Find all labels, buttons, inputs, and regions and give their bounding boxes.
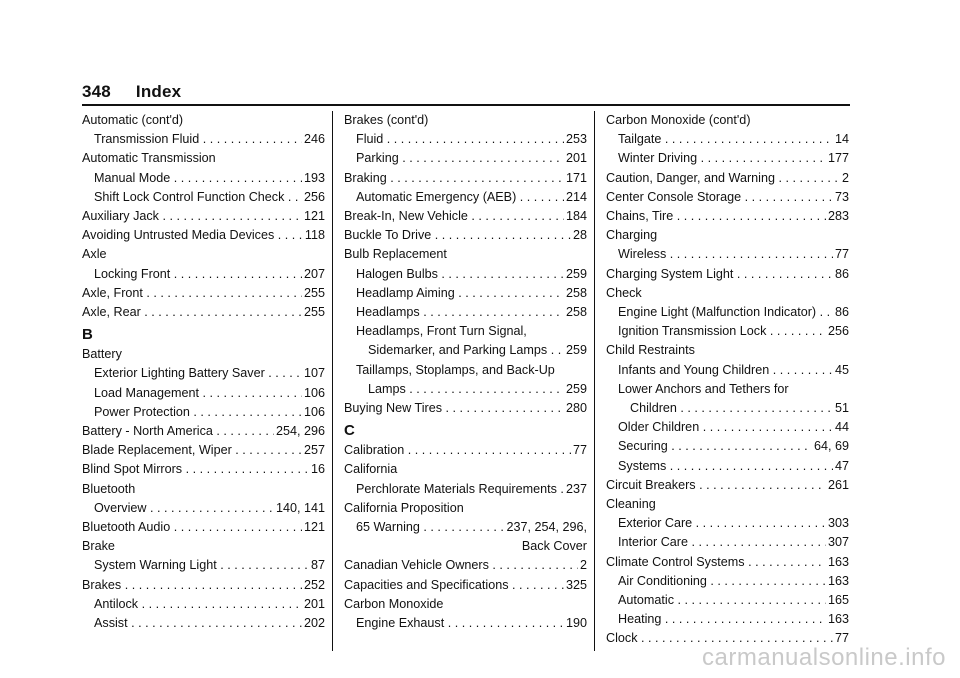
index-entry [82,422,325,441]
entry-page-ref: 86 [834,266,849,281]
header-rule [82,104,850,106]
entry-page-ref: 86 [834,305,849,320]
entry-page-ref: 193 [303,170,325,185]
index-entry [606,591,849,610]
entry-page-ref: 283 [827,209,849,224]
index-heading: Child Restraints [606,343,695,358]
index-heading: Taillamps, Stoplamps, and Back-Up [356,362,555,377]
entry-label: Locking Front . . . [94,265,302,284]
entry-label: Exterior Lighting Battery Saver . . . [94,364,302,383]
entry-page-ref: 106 [303,385,325,400]
entry-page-ref: 77 [834,631,849,646]
entry-page-ref: 256 [303,189,325,204]
entry-label: Sidemarker, and Parking Lamps . . . [368,341,564,360]
entry-label: Chains, Tire . . . [606,207,826,226]
entry-page-ref: 201 [303,596,325,611]
index-heading: Battery [82,347,122,362]
entry-page-ref: 44 [834,420,849,435]
entry-page-ref: 171 [565,170,587,185]
entry-label: Auxiliary Jack . . . [82,207,302,226]
entry-label: Headlamps . . . [356,303,564,322]
entry-page-ref: 64, 69 [813,439,849,454]
entry-page-ref: 163 [827,554,849,569]
entry-label: Battery - North America . . . [82,422,274,441]
entry-label: Systems . . . [618,457,833,476]
entry-page-ref: 106 [303,404,325,419]
entry-page-ref: 47 [834,458,849,473]
entry-label: Blind Spot Mirrors . . . [82,460,309,479]
entry-page-ref: 107 [303,366,325,381]
index-entry [82,556,325,575]
entry-label: Axle, Front . . . [82,284,302,303]
entry-page-ref: 2 [579,558,587,573]
entry-label: Calibration . . . [344,441,571,460]
entry-label: Halogen Bulbs . . . [356,265,564,284]
index-entry [82,441,325,460]
index-entry [82,518,325,537]
entry-page-ref: 257 [303,443,325,458]
index-entry [344,169,587,188]
entry-page-ref: 118 [304,228,325,243]
index-entry [344,284,587,303]
page-title: Index [135,82,182,101]
index-entry [344,399,587,418]
index-entry [606,265,849,284]
index-heading: Brakes (cont'd) [344,113,429,127]
entry-label: Air Conditioning . . . [618,572,826,591]
entry-label: Clock . . . [606,629,833,648]
index-heading: Carbon Monoxide [344,596,444,611]
entry-page-ref: 325 [565,577,587,592]
index-entry [344,480,587,499]
index-entry [344,130,587,149]
entry-page-ref: 280 [565,401,587,416]
index-entry [606,322,849,341]
index-heading: Cleaning [606,497,656,512]
watermark: carmanualsonline.info [702,644,946,671]
entry-page-ref: 256 [827,324,849,339]
entry-label: Parking . . . [356,149,564,168]
entry-label: Overview . . . [94,499,274,518]
entry-label: Children . . . [630,399,833,418]
entry-label: Capacities and Specifications . . . [344,576,564,595]
entry-label: Transmission Fluid . . . [94,130,302,149]
entry-page-ref: 28 [572,228,587,243]
entry-label: Exterior Care . . . [618,514,826,533]
index-entry [344,207,587,226]
entry-label: Interior Care . . . [618,533,826,552]
entry-page-ref: 214 [565,189,587,204]
index-entry [82,595,325,614]
index-entry [344,576,587,595]
entry-page-ref: 258 [565,305,587,320]
index-heading: California [344,462,398,477]
index-entry [344,556,587,575]
entry-label: Power Protection . . . [94,403,302,422]
entry-label: Perchlorate Materials Requirements . . . [356,480,564,499]
entry-page-ref: 259 [565,381,587,396]
index-entry [82,403,325,422]
entry-label: Ignition Transmission Lock . . . [618,322,826,341]
entry-page-ref: 255 [303,285,325,300]
column-divider [594,111,595,651]
entry-page-ref: 121 [303,209,325,224]
entry-label: Tailgate . . . [618,130,833,149]
entry-page-ref: 307 [827,535,849,550]
index-heading: Axle [82,247,107,262]
index-entry [606,169,849,188]
index-heading: Bluetooth [82,481,136,496]
entry-label: Engine Exhaust . . . [356,614,564,633]
entry-label: Caution, Danger, and Warning . . . [606,169,840,188]
entry-page-ref: 190 [565,616,587,631]
index-heading: Check [606,285,642,300]
entry-label: Automatic Emergency (AEB) . . . [356,188,564,207]
entry-page-ref: 140, 141 [275,500,325,515]
entry-label: Shift Lock Control Function Check . . . [94,188,302,207]
index-entry [344,518,587,537]
entry-label: Antilock . . . [94,595,302,614]
index-entry [82,130,325,149]
index-entry [344,303,587,322]
entry-label: Lamps . . . [368,380,564,399]
index-entry [82,265,325,284]
entry-page-ref: 207 [303,266,325,281]
section-letter: C [344,422,355,440]
entry-page-ref: 252 [303,577,325,592]
entry-page-ref: 163 [827,612,849,627]
index-column-2 [344,111,587,633]
index-entry [606,130,849,149]
entry-label: 65 Warning . . . [356,518,504,537]
entry-label: Infants and Young Children . . . [618,361,833,380]
index-entry [344,380,587,399]
entry-label: Climate Control Systems . . . [606,553,826,572]
entry-page-ref: 202 [303,616,325,631]
index-entry [82,499,325,518]
index-continuation: Back Cover [521,539,587,554]
entry-label: Buying New Tires . . . [344,399,564,418]
index-entry [82,576,325,595]
entry-label: Avoiding Untrusted Media Devices . . . [82,226,303,245]
entry-label: Securing . . . [618,437,812,456]
entry-page-ref: 121 [303,520,325,535]
index-entry [606,437,849,456]
entry-page-ref: 258 [565,285,587,300]
index-heading: Bulb Replacement [344,247,447,262]
section-letter: B [82,326,93,344]
index-entry [82,384,325,403]
index-entry [344,188,587,207]
entry-label: Load Management . . . [94,384,302,403]
entry-page-ref: 163 [827,573,849,588]
index-heading: Automatic Transmission [82,151,216,166]
entry-label: Blade Replacement, Wiper . . . [82,441,302,460]
entry-page-ref: 16 [310,462,325,477]
entry-page-ref: 184 [565,209,587,224]
index-entry [82,460,325,479]
page-number: 348 [82,82,111,101]
index-heading: Lower Anchors and Tethers for [618,381,789,396]
index-entry [606,149,849,168]
entry-page-ref: 165 [827,593,849,608]
entry-label: Heating . . . [618,610,826,629]
entry-label: Break-In, New Vehicle . . . [344,207,564,226]
index-heading: California Proposition [344,500,464,515]
index-column-1 [82,111,325,633]
column-divider [332,111,333,651]
entry-page-ref: 87 [310,558,325,573]
entry-label: Winter Driving . . . [618,149,826,168]
entry-page-ref: 255 [303,305,325,320]
entry-label: Engine Light (Malfunction Indicator) . . . [618,303,833,322]
index-entry [606,418,849,437]
index-entry [82,284,325,303]
index-entry [606,572,849,591]
entry-label: Headlamp Aiming . . . [356,284,564,303]
entry-label: Buckle To Drive . . . [344,226,571,245]
index-entry [82,364,325,383]
entry-label: System Warning Light . . . [94,556,309,575]
index-entry [82,207,325,226]
entry-label: Charging System Light . . . [606,265,833,284]
entry-label: Axle, Rear . . . [82,303,302,322]
index-heading: Headlamps, Front Turn Signal, [356,324,527,339]
entry-page-ref: 237 [565,481,587,496]
index-heading: Brake [82,539,115,554]
entry-page-ref: 259 [565,343,587,358]
index-entry [344,614,587,633]
index-entry [606,514,849,533]
entry-label: Bluetooth Audio . . . [82,518,302,537]
index-column-3 [606,111,849,649]
index-entry [606,245,849,264]
entry-page-ref: 177 [827,151,849,166]
entry-page-ref: 259 [565,266,587,281]
index-entry [344,341,587,360]
entry-label: Assist . . . [94,614,302,633]
entry-page-ref: 14 [834,132,849,147]
index-entry [606,457,849,476]
entry-page-ref: 51 [834,401,849,416]
index-entry [344,441,587,460]
entry-page-ref: 253 [565,132,587,147]
entry-label: Older Children . . . [618,418,833,437]
entry-page-ref: 77 [834,247,849,262]
entry-page-ref: 2 [841,170,849,185]
index-heading: Automatic (cont'd) [82,113,184,127]
index-entry [82,188,325,207]
index-entry [344,265,587,284]
entry-label: Braking . . . [344,169,564,188]
index-entry [82,169,325,188]
index-entry [344,226,587,245]
entry-label: Manual Mode . . . [94,169,302,188]
index-entry [606,303,849,322]
entry-page-ref: 246 [303,132,325,147]
entry-label: Center Console Storage . . . [606,188,833,207]
index-heading: Carbon Monoxide (cont'd) [606,113,751,127]
entry-label: Circuit Breakers . . . [606,476,826,495]
index-entry [606,610,849,629]
entry-label: Canadian Vehicle Owners . . . [344,556,578,575]
entry-page-ref: 77 [572,443,587,458]
entry-label: Fluid . . . [356,130,564,149]
index-entry [82,303,325,322]
index-entry [606,553,849,572]
entry-page-ref: 254, 296 [275,424,325,439]
index-entry [606,533,849,552]
index-entry [82,614,325,633]
index-entry [606,476,849,495]
index-entry [606,361,849,380]
index-entry [606,399,849,418]
entry-label: Wireless . . . [618,245,833,264]
index-entry [606,188,849,207]
entry-page-ref: 201 [565,151,587,166]
entry-page-ref: 45 [834,362,849,377]
entry-page-ref: 261 [827,477,849,492]
index-entry [344,149,587,168]
page-header [82,82,181,102]
entry-label: Brakes . . . [82,576,302,595]
entry-page-ref: 73 [834,189,849,204]
entry-page-ref: 237, 254, 296, [506,520,587,535]
index-heading: Charging [606,228,658,243]
entry-page-ref: 303 [827,516,849,531]
index-entry [606,207,849,226]
index-entry [82,226,325,245]
entry-label: Automatic . . . [618,591,826,610]
